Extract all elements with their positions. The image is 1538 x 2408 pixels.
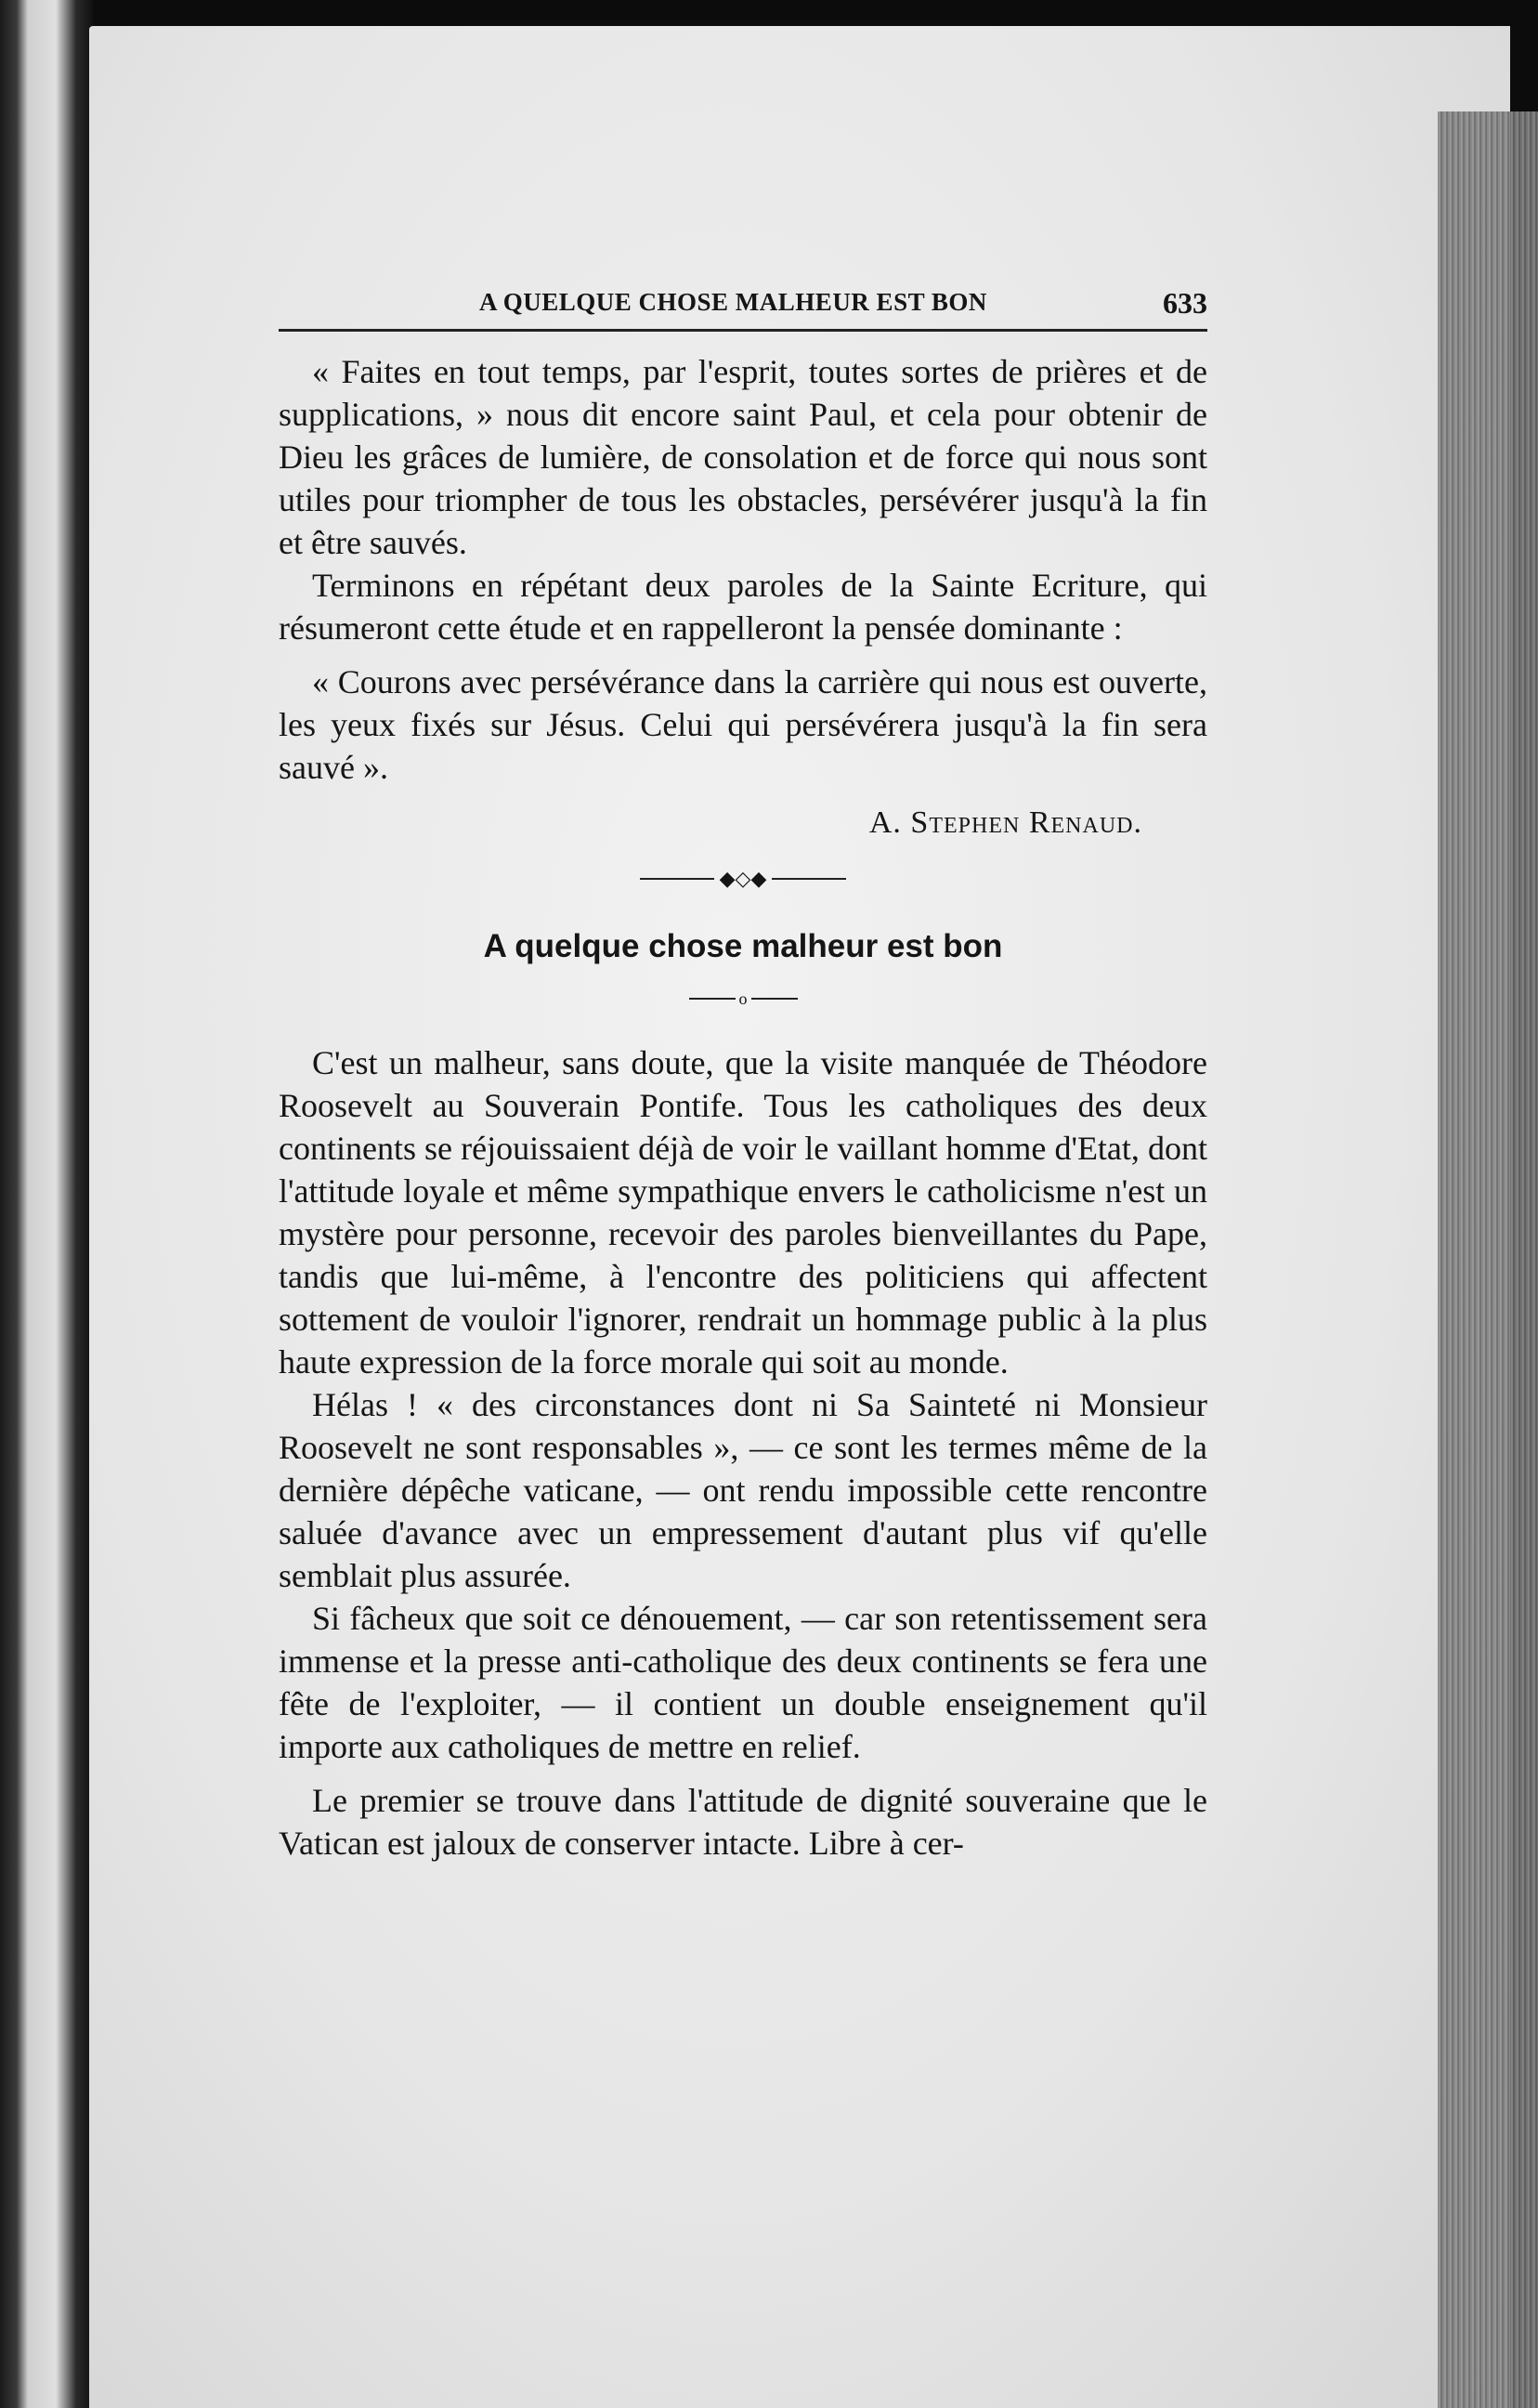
article-title: A quelque chose malheur est bon (483, 928, 1003, 964)
paragraph: Hélas ! « des circonstances dont ni Sa Sainteté ni Monsieur Roosevelt ne sont responsables », — ce sont les termes même de la dernière dépêche vaticane, — ont rendu impossible cette rencontre saluée d'avance avec un empressement d'autant plus vif qu'elle semblait plus assurée. (279, 1386, 1207, 1594)
paragraph: « Courons avec persévérance dans la carrière qui nous est ouverte, les yeux fixés sur Jésus. Celui qui persévérera jusqu'à la fin sera sauvé ». (279, 663, 1207, 786)
ornament-rule-left (640, 878, 714, 880)
page-content (279, 279, 1207, 1865)
page-number: 633 (1163, 286, 1207, 320)
title-divider (279, 986, 1207, 1008)
ornament-glyph: ◆◇◆ (719, 866, 767, 890)
running-header (279, 279, 1207, 332)
author-signature: A. Stephen Renaud. (868, 805, 1142, 840)
ornament-divider (279, 863, 1207, 891)
divider-glyph: o (738, 988, 748, 1008)
paragraph: Le premier se trouve dans l'attitude de dignité souveraine que le Vatican est jaloux de conserver intacte. Libre à cer- (279, 1782, 1207, 1862)
divider-rule-right (751, 998, 798, 1000)
book-spine (0, 0, 93, 2408)
page-edges (1438, 111, 1538, 2408)
paragraph: « Faites en tout temps, par l'esprit, toutes sortes de prières et de supplications, » nous dit encore saint Paul, et cela pour obtenir de Dieu les grâces de lumière, de consolation et de force qui nous sont utiles pour triompher de tous les obstacles, persévérer jusqu'à la fin et être sauvés. (279, 353, 1207, 561)
divider-rule-left (689, 998, 736, 1000)
paragraph: C'est un malheur, sans doute, que la visite manquée de Théodore Roosevelt au Souverain Pontife. Tous les catholiques des deux continents se réjouissaient déjà de voir le vaillant homme d'Etat, dont l'attitude loyale et même sympathique envers le catholicisme n'est un mystère pour personne, recevoir des paroles bienveillantes du Pape, tandis que lui-même, à l'encontre des politiciens qui affectent sottement de vouloir l'ignorer, rendrait un hommage public à la plus haute expression de la force morale qui soit au monde. (279, 1044, 1207, 1381)
paragraph: Si fâcheux que soit ce dénouement, — car son retentissement sera immense et la presse anti-catholique des deux continents se fera une fête de l'exploiter, — il contient un double enseignement qu'il importe aux catholiques de mettre en relief. (279, 1600, 1207, 1765)
running-title: A QUELQUE CHOSE MALHEUR EST BON (479, 288, 987, 316)
ornament-rule-right (772, 878, 846, 880)
paragraph: Terminons en répétant deux paroles de la Sainte Ecriture, qui résumeront cette étude et en rappelleront la pensée dominante : (279, 567, 1207, 647)
